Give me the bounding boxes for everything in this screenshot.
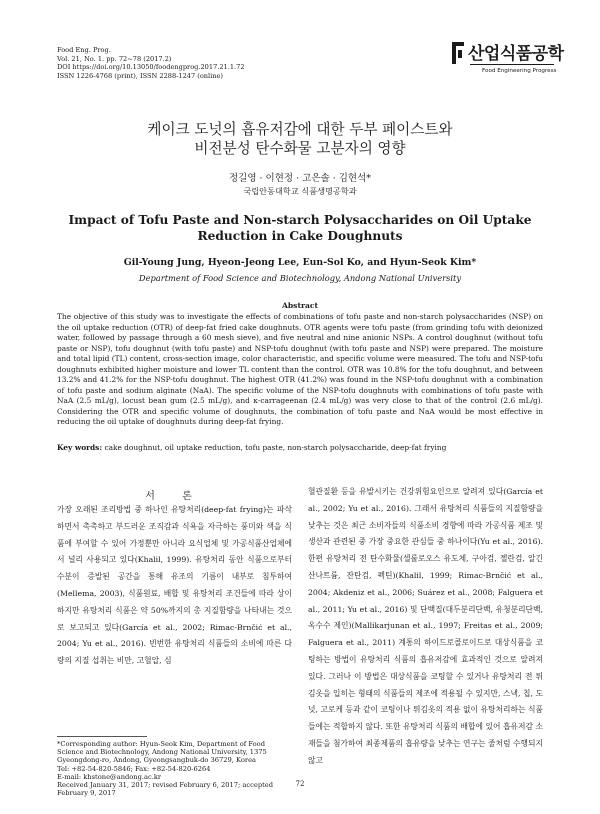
journal-volume: Vol. 21, No. 1. pp. 72~78 (2017.2) bbox=[57, 54, 172, 63]
journal-name: Food Eng. Prog. bbox=[57, 46, 111, 54]
english-authors: Gil-Young Jung, Hyeon-Jeong Lee, Eun-Sol Ko, and Hyun-Seok Kim* bbox=[123, 257, 477, 268]
journal-logo bbox=[452, 42, 564, 88]
page-number: 72 bbox=[295, 780, 305, 788]
logo-divider bbox=[470, 64, 554, 65]
korean-title-line1: 케이크 도넛의 흡유저감에 대한 두부 페이스트와 bbox=[147, 121, 453, 138]
logo-title: 산업식품공학 bbox=[468, 44, 564, 64]
logo-mark-icon bbox=[452, 42, 466, 64]
section-heading-introduction: 서 론 bbox=[145, 491, 204, 502]
english-title bbox=[0, 212, 600, 244]
logo-subtitle: Food Engineering Progress bbox=[482, 68, 557, 74]
korean-title bbox=[0, 120, 600, 158]
korean-authors: 정길영 · 이현정 · 고은솔 · 김현석* bbox=[228, 173, 372, 184]
journal-meta bbox=[57, 46, 245, 80]
korean-affiliation: 국립안동대학교 식품생명공학과 bbox=[243, 186, 357, 196]
english-affiliation: Department of Food Science and Biotechnology, Andong National University bbox=[138, 273, 462, 283]
journal-doi: DOI https://doi.org/10.13050/foodengprog.2017.21.1.72 bbox=[57, 63, 245, 72]
korean-title-line2: 비전분성 탄수화물 고분자의 영향 bbox=[194, 140, 406, 157]
abstract-text: The objective of this study was to investigate the effects of combinations of tofu paste and non-starch polysaccharides (NSP) on the oil uptake reduction (OTR) of deep-fat fried cake doughnuts. OTR agents were tofu paste (from grinding tofu with deionized water, followed by passage through a 60 mesh sieve), and five neutral and nine anionic NSPs. A control doughnut (without tofu paste or NSP), tofu doughnut (with tofu paste) and NSP-tofu doughnut (with tofu paste and NSP) were prepared. The moisture and total lipid (TL) content, cross-section image, color characteristic, and specific volume were measured. The tofu and NSP-tofu doughnuts exhibited higher moisture and lower TL content than the control. OTR was 10.8% for the tofu doughnut, and between 13.2% and 41.2% for the NSP-tofu doughnut. The highest OTR (41.2%) was found in the NSP-tofu doughnut with a combination of tofu paste and sodium alginate (NaA). The specific volume of the NSP-tofu doughnuts with combinations of tofu paste with NaA (2.5 mL/g), locust bean gum (2.5 mL/g), and κ-carrageenan (2.4 mL/g) was very close to that of the control (2.6 mL/g). Considering the OTR and specific volume of doughnuts, the combination of tofu paste and NaA would be most effective in reducing the oil uptake of doughnuts during deep-fat frying. bbox=[57, 312, 543, 426]
body-column-left: 가장 오래된 조리방법 중 하나인 유탕처리(deep-fat frying)는 파삭하면서 촉촉하고 부드러운 조직감과 식욕을 자극하는 풍미와 색을 식품에 부여할 수 있어 가정뿐만 아니라 요식업체 및 가공식품산업체에서 널리 사용되고 있다(Khalil, 1999). 유탕처리 동안 식품으로부터 수분이 증발된 공간을 통해 유조의 기름이 내부로 침투하여(Mellema, 2003), 식품원료, 배합 및 유탕처리 조건들에 따라 상이하지만 유탕처리 식품은 약 50%까지의 총 지질함량을 나타내는 것으로 보고되고 있다(García et al., 2002; Rimac-Brnčić et al., 2004; Yu et al., 2016). 빈번한 유탕처리 식품들의 소비에 따른 다량의 지질 섭취는 비만, 고혈압, 심 bbox=[57, 505, 292, 666]
abstract-heading: Abstract bbox=[281, 301, 319, 310]
footnote-email: E-mail: khstone@andong.ac.kr bbox=[57, 772, 162, 781]
keywords-label: Key words: bbox=[57, 443, 103, 452]
keywords-text: cake doughnut, oil uptake reduction, tofu paste, non-starch polysaccharide, deep-fat frying bbox=[104, 443, 447, 452]
footnote-corresponding: *Corresponding author: Hyun-Seok Kim, Department of Food Science and Biotechnology, Andong National University, 1375 Gyeongdong-ro, Andong, Gyeongsangbuk-do 36729, Korea bbox=[57, 740, 267, 765]
footnote-divider bbox=[57, 736, 147, 737]
english-title-line2: Reduction in Cake Doughnuts bbox=[197, 229, 403, 243]
keywords bbox=[57, 443, 543, 453]
english-title-line1: Impact of Tofu Paste and Non-starch Polysaccharides on Oil Uptake bbox=[68, 213, 532, 227]
journal-issn: ISSN 1226-4768 (print), ISSN 2288-1247 (online) bbox=[57, 71, 223, 80]
footnote-phone: Tel: +82-54-820-5846; Fax: +82-54-820-6264 bbox=[57, 764, 211, 773]
body-column-right: 혈관질환 등을 유발시키는 건강위험요인으로 알려져 있다(García et al., 2002; Yu et al., 2016). 그래서 유탕처리 식품들의 지질함량을 낮추는 것은 최근 소비자들의 식품소비 경향에 따라 가공식품 제조 및 생산과 관련된 중 가장 중요한 관심들 중 하나이다(Yu et al., 2016). 한편 유탕처리 전 탄수화물(셀룰로오스 유도체, 구아검, 젤란검, 알긴산나트륨, 잔탄검, 펙틴)(Khalil, 1999; Rimac-Brnčić et al., 2004; Akdeniz et al., 2006; Suárez et al., 2008; Falguera et al., 2011; Yu et al., 2016) 및 단백질(대두분리단백, 유청분리단백, 옥수수 제인)(Mallikarjunan et al., 1997; Freitas et al., 2009; Falguera et al., 2011) 계통의 하이드로콜로이드로 대상식품을 코팅하는 방법이 유탕처리 식품의 흡유저감에 효과적인 것으로 알려져 있다. 그러나 이 방법은 대상식품을 코팅할 수 있거나 유탕처리 전 튀김옷을 입히는 형태의 식품들의 제조에 적용될 수 있지만, 스낵, 칩, 도넛, 고로케 등과 같이 코팅이나 튀김옷의 적용 없이 유탕처리하는 식품들에는 적합하지 않다. 또한 유탕처리 식품의 배합에 있어 흡유저감 소재들을 첨가하여 최종제품의 흡유량을 낮추는 연구는 줄처럼 수행되지 않고 bbox=[308, 487, 543, 765]
footnote-dates: Received January 31, 2017; revised February 6, 2017; accepted February 9, 2017 bbox=[57, 781, 274, 798]
footnote bbox=[57, 740, 292, 797]
